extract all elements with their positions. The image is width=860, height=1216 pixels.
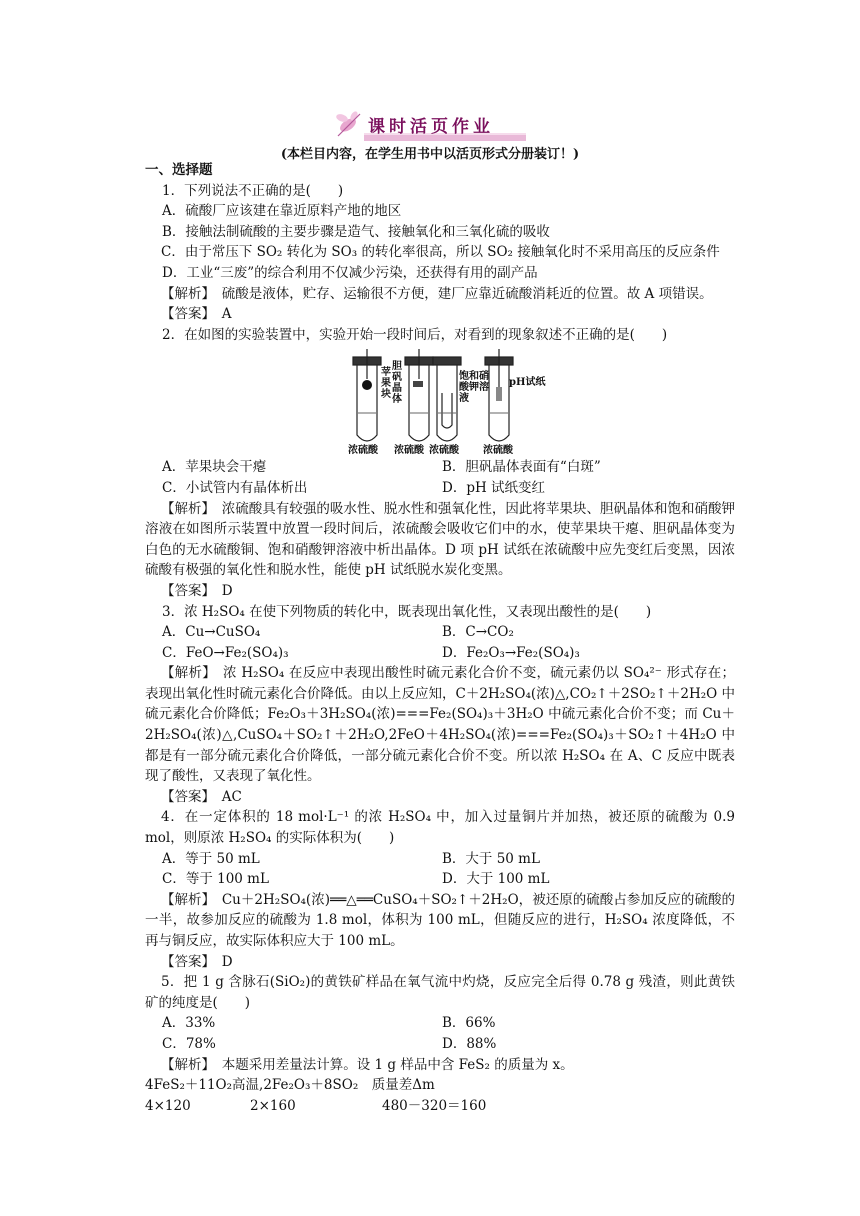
- q4-option-a: A．等于 50 mL: [162, 850, 260, 867]
- q5-calc-row: [145, 1096, 735, 1117]
- q1-option-a: A．硫酸厂应该建在靠近原料产地的地区: [162, 203, 402, 220]
- stopper-3: [433, 357, 461, 365]
- section-heading: 一、选择题: [145, 162, 213, 178]
- q2-option-a: A．苹果块会干瘪: [162, 459, 267, 476]
- q4-option-c: C．等于 100 mL: [162, 871, 269, 888]
- q1-option-b: B．接触法制硫酸的主要步骤是造气、接触氧化和三氧化硫的吸收: [162, 223, 550, 240]
- q5-option-a: A．33%: [162, 1015, 216, 1032]
- label-acid-4: 浓硫酸: [483, 445, 513, 457]
- banner-title: 课时活页作业: [368, 117, 494, 137]
- q5-calc-2: 2×160: [250, 1097, 296, 1114]
- q4-stem: 4．在一定体积的 18 mol·L⁻¹ 的浓 H₂SO₄ 中，加入过量铜片并加热，被还原的硫酸为 0.9 mol，则原浓 H₂SO₄ 的实际体积为( ): [145, 809, 735, 847]
- q3-option-b: B．C→CO₂: [442, 624, 514, 641]
- q5-option-b: B．66%: [442, 1015, 496, 1032]
- label-ph-paper: pH试纸: [509, 377, 546, 389]
- q3-option-a: A．Cu→CuSO₄: [162, 624, 261, 641]
- label-apple: 苹果块: [381, 367, 391, 401]
- q3-option-c: C．FeO→Fe₂(SO₄)₃: [162, 644, 289, 661]
- label-blue-vitriol: 胆矾晶体: [392, 361, 402, 406]
- label-kno3-solution: 饱和硝酸钾溶液: [459, 371, 489, 405]
- q5-calc-1: 4×120: [145, 1097, 191, 1114]
- q5-equation: 4FeS₂＋11O₂高温,2Fe₂O₃＋8SO₂ 质量差Δm: [145, 1077, 435, 1094]
- q3-explanation: 【解析】 浓 H₂SO₄ 在反应中表现出酸性时硫元素化合价不变，硫元素仍以 SO₄²⁻ 形式存在；表现出氧化性时硫元素化合价降低。由以上反应知，C＋2H₂SO₄(浓)△,CO₂↑＋2SO₂↑＋2H₂O 中硫元素化合价降低；Fe₂O₃＋3H₂SO₄(浓)===Fe₂(SO₄)₃＋3H₂O 中硫元素化合价不变；而 Cu＋2H₂SO₄(浓)△,CuSO₄＋SO₂↑＋2H₂O,2FeO＋4H₂SO₄(浓)===Fe₂(SO₄)₃＋SO₂↑＋4H₂O 中都是有一部分硫元素化合价降低，一部分硫元素化合价不变。所以浓 H₂SO₄ 在 A、C 反应中既表现了酸性，又表现了氧化性。: [145, 665, 735, 785]
- q2-option-b: B．胆矾晶体表面有“白斑”: [442, 459, 601, 476]
- q4-option-d: D．大于 100 mL: [442, 871, 550, 888]
- q3-options-row2: [145, 643, 735, 664]
- label-acid-1: 浓硫酸: [348, 445, 378, 457]
- label-acid-3: 浓硫酸: [429, 445, 459, 457]
- q3-options-row1: [145, 622, 735, 643]
- q5-stem: 5．把 1 g 含脉石(SiO₂)的黄铁矿样品在氧气流中灼烧，反应完全后得 0.78 g 残渣，则此黄铁矿的纯度是( ): [145, 974, 735, 1011]
- q3-stem: 3．浓 H₂SO₄ 在使下列物质的转化中，既表现出氧化性，又表现出酸性的是( ): [162, 603, 652, 620]
- q3-option-d: D．Fe₂O₃→Fe₂(SO₄)₃: [442, 644, 580, 661]
- test-tube-3: [437, 363, 457, 441]
- question-list: [145, 160, 735, 1116]
- q3-answer: 【答案】 AC: [161, 788, 242, 805]
- q4-answer: 【答案】 D: [161, 953, 233, 970]
- apparatus-figure: [145, 345, 735, 457]
- binding-note: (本栏目内容，在学生用书中以活页形式分册装订！): [280, 147, 580, 162]
- q1-answer: 【答案】 A: [161, 306, 232, 323]
- header-banner: [330, 108, 530, 142]
- q4-option-b: B．大于 50 mL: [442, 850, 540, 867]
- q4-options-row1: [145, 849, 735, 870]
- q1-option-c: C．由于常压下 SO₂ 转化为 SO₃ 的转化率很高，所以 SO₂ 接触氧化时不采用高压的反应条件: [161, 244, 720, 261]
- q2-option-c: C．小试管内有晶体析出: [162, 479, 308, 496]
- q5-explanation: 【解析】 本题采用差量法计算。设 1 g 样品中含 FeS₂ 的质量为 x。: [161, 1056, 574, 1073]
- q2-stem: 2．在如图的实验装置中，实验开始一段时间后，对看到的现象叙述不正确的是( ): [162, 326, 668, 343]
- q5-options-row2: [145, 1034, 735, 1055]
- q5-option-c: C．78%: [162, 1035, 216, 1052]
- q5-option-d: D．88%: [442, 1035, 497, 1052]
- q1-explanation: 【解析】 硫酸是液体，贮存、运输很不方便，建厂应靠近硫酸消耗近的位置。故 A 项错误。: [161, 285, 713, 302]
- q1-option-d: D．工业“三废”的综合利用不仅减少污染，还获得有用的副产品: [162, 264, 538, 281]
- q4-options-row2: [145, 869, 735, 890]
- q2-answer: 【答案】 D: [161, 582, 233, 599]
- q2-options-row2: [145, 478, 735, 499]
- q2-option-d: D．pH 试纸变红: [442, 479, 546, 496]
- q1-stem: 1．下列说法不正确的是( ): [162, 182, 344, 199]
- q5-options-row1: [145, 1013, 735, 1034]
- q2-explanation: 【解析】 浓硫酸具有较强的吸水性、脱水性和强氧化性，因此将苹果块、胆矾晶体和饱和硝酸钾溶液在如图所示装置中放置一段时间后，浓硫酸会吸收它们中的水，使苹果块干瘪、胆矾晶体变为白色的无水硫酸铜、饱和硝酸钾溶液中析出晶体。D 项 pH 试纸在浓硫酸中应先变红后变黑，因浓硫酸有极强的氧化性和脱水性，能使 pH 试纸脱水炭化变黑。: [145, 500, 735, 579]
- q5-calc-3: 480－320＝160: [382, 1097, 487, 1114]
- q4-explanation: 【解析】 Cu＋2H₂SO₄(浓)══△══CuSO₄＋SO₂↑＋2H₂O，被还原的硫酸占参加反应的硫酸的一半，故参加反应的硫酸为 1.8 mol，体积为 100 mL，但随反应的进行，H₂SO₄ 浓度降低，不再与铜反应，故实际体积应大于 100 mL。: [145, 891, 735, 949]
- label-acid-2: 浓硫酸: [394, 445, 424, 457]
